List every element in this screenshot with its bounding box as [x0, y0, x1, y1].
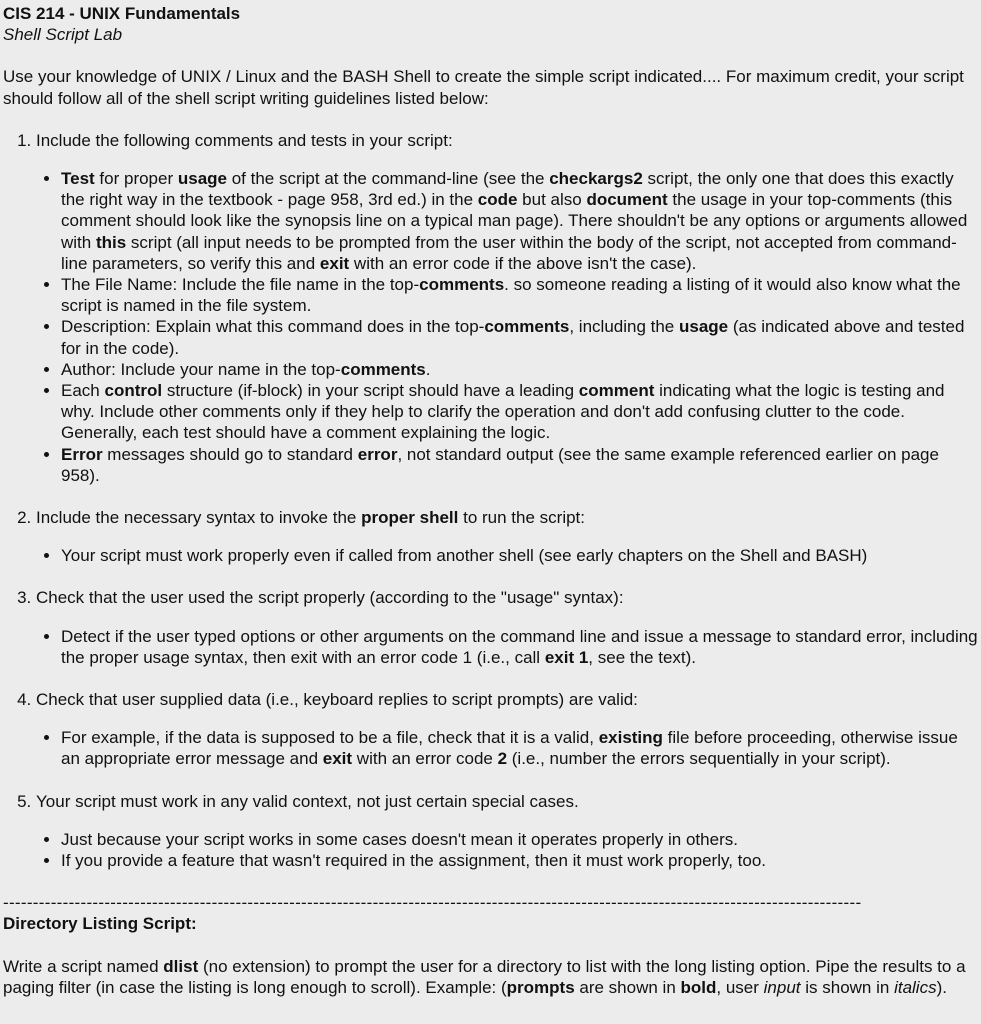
bullet-validate-file: [61, 727, 978, 769]
text: , see the text).: [588, 647, 697, 667]
guideline-5: [36, 791, 978, 872]
text: for proper: [94, 169, 178, 189]
guideline-4-bullets: [36, 727, 978, 769]
text: (no extension) to prompt the user for a directory to list with the long listing option. Pipe the results to a paging filter (in case the listing is long enough to scroll). Example: (: [3, 956, 966, 997]
text-bold: bold: [680, 977, 717, 997]
bullet-some-cases: • Just because your script works in some cases doesn't mean it operates properly in others.: [61, 829, 978, 850]
text: .: [425, 359, 431, 379]
text: The File Name: Include the file name in the top-: [61, 275, 420, 295]
text-bold: error: [357, 444, 398, 464]
text: , not standard output (see the same example referenced earlier on page 958).: [61, 444, 939, 485]
bullet-description: [61, 316, 978, 358]
intro-paragraph: Use your knowledge of UNIX / Linux and the BASH Shell to create the simple script indicated.... For maximum credit, your script should follow all of the shell script writing guidelines listed below:: [3, 67, 964, 108]
text: are shown in: [574, 977, 681, 997]
bullet-file-name: [61, 274, 978, 316]
text-bold: control: [104, 381, 163, 401]
text: , user: [716, 977, 764, 997]
section-separator: ------------------------------------------------------------------------------------------------------------------------------------------------: [3, 893, 862, 913]
text: . so someone reading a listing of it would also know what the script is named in the file system.: [61, 275, 961, 316]
text-bold: checkargs2: [549, 169, 643, 189]
guideline-3: [36, 587, 978, 668]
bullet-test: [61, 168, 978, 274]
text: indicating what the logic is testing and why. Include other comments only if they help to clarify the operation and don't add confusing clutter to the code. Generally, each test should have a comment explaining the logic.: [61, 381, 945, 443]
guideline-1-heading: Include the following comments and tests in your script:: [36, 130, 453, 150]
text-italic: input: [763, 977, 801, 997]
text: is shown in: [800, 977, 895, 997]
text: Include the necessary syntax to invoke the: [36, 508, 362, 528]
text-bold: comment: [578, 381, 655, 401]
text: Detect if the user typed options or other arguments on the command line and issue a message to standard error, including the proper usage syntax, then exit with an error code 1 (i.e., call: [61, 626, 978, 667]
guideline-2: [36, 507, 978, 566]
text-bold: 2: [497, 749, 508, 769]
text: , including the: [569, 317, 679, 337]
text: with an error code: [352, 749, 498, 769]
bullet-detect-args: [61, 626, 978, 668]
text: with an error code if the above isn't the case).: [349, 253, 697, 273]
text-bold: comments: [340, 359, 426, 379]
text-bold: exit: [319, 253, 350, 273]
guideline-3-bullets: [36, 626, 978, 668]
text: messages should go to standard: [102, 444, 358, 464]
text: ).: [936, 977, 947, 997]
guideline-3-heading: Check that the user used the script properly (according to the "usage" syntax):: [36, 588, 624, 608]
text-bold: comments: [419, 275, 505, 295]
guideline-4-heading: Check that user supplied data (i.e., keyboard replies to script prompts) are valid:: [36, 690, 638, 710]
guideline-5-heading: Your script must work in any valid context, not just certain special cases.: [36, 791, 579, 811]
guideline-1: [36, 130, 978, 486]
text: but also: [517, 190, 587, 210]
text: the usage in your top-comments (this comment should look like the synopsis line on a typical man page). There shouldn't be any options or arguments allowed with: [61, 190, 968, 252]
text: script, the only one that does this exactly the right way in the textbook - page 958, 3rd ed.) in the: [61, 169, 954, 210]
text: script (all input needs to be prompted from the user within the body of the script, not accepted from command-line parameters, so verify this and: [61, 232, 957, 273]
text: Write a script named: [3, 956, 164, 976]
text-bold: this: [95, 232, 127, 252]
text: (i.e., number the errors sequentially in your script).: [507, 749, 891, 769]
text-bold: Test: [61, 169, 95, 189]
text: file before proceeding, otherwise issue an appropriate error message and: [61, 728, 958, 769]
text-bold: comments: [484, 317, 570, 337]
text-bold: document: [586, 190, 668, 210]
guideline-4: [36, 689, 978, 770]
text-bold: code: [477, 190, 518, 210]
text-bold: usage: [177, 169, 227, 189]
text: structure (if-block) in your script should have a leading: [162, 381, 579, 401]
text: Author: Include your name in the top-: [61, 359, 341, 379]
bullet-control: [61, 380, 978, 444]
text: of the script at the command-line (see the: [227, 169, 550, 189]
lab-title: Shell Script Lab: [3, 25, 123, 45]
text: (as indicated above and tested for in the code).: [61, 317, 965, 358]
text: Each: [61, 381, 105, 401]
text-bold: exit 1: [544, 647, 589, 667]
bullet-error: [61, 444, 978, 486]
text-bold: prompts: [506, 977, 575, 997]
text-bold: exit: [322, 749, 353, 769]
guideline-1-bullets: [36, 168, 978, 486]
course-title: CIS 214 - UNIX Fundamentals: [3, 4, 241, 23]
text-italic: italics: [894, 977, 937, 997]
guideline-2-bullets: [36, 545, 978, 566]
guideline-5-bullets: [36, 829, 978, 871]
text-bold: dlist: [163, 956, 199, 976]
text-bold: Error: [61, 444, 103, 464]
text-bold: proper shell: [361, 508, 459, 528]
text-bold: existing: [598, 728, 663, 748]
guideline-2-heading: [36, 508, 585, 527]
section-title: Directory Listing Script:: [3, 914, 197, 934]
bullet-extra-feature: • If you provide a feature that wasn't required in the assignment, then it must work properly, too.: [61, 850, 978, 871]
text: to run the script:: [458, 508, 586, 528]
bullet-author: [61, 359, 978, 380]
text: Description: Explain what this command does in the top-: [61, 317, 485, 337]
section-paragraph: [3, 956, 978, 998]
bullet-shell: • Your script must work properly even if called from another shell (see early chapters on the Shell and BASH): [61, 545, 978, 566]
guidelines-list: [3, 130, 978, 871]
text-bold: usage: [679, 317, 729, 337]
text: For example, if the data is supposed to be a file, check that it is a valid,: [61, 728, 599, 748]
